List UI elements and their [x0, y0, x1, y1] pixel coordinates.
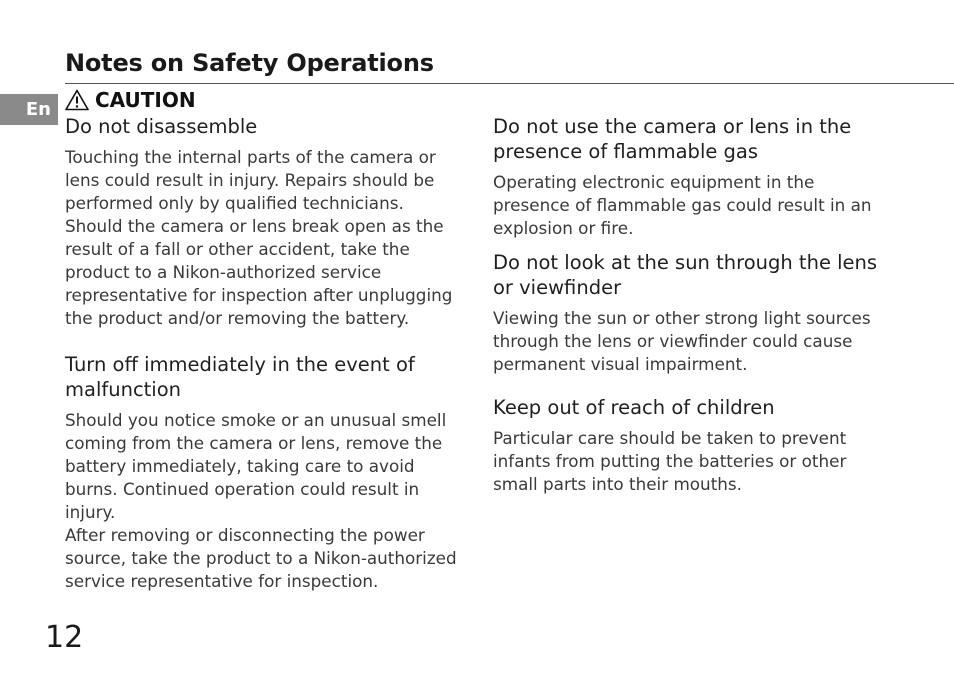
section-body: [493, 427, 891, 496]
section-heading: Do not disassemble: [65, 115, 258, 138]
section-body: [65, 146, 463, 330]
section-body: [65, 409, 463, 593]
section-paragraph: Should you notice smoke or an unusual smell coming from the camera or lens, remove the battery immediately, taking care to avoid burns. Continued operation could result in injury.: [65, 410, 447, 522]
section-turn-off-malfunction: [65, 352, 463, 593]
section-paragraph: Particular care should be taken to prevent infants from putting the batteries or other small parts into their mouths.: [493, 428, 847, 494]
right-column: [493, 114, 891, 496]
section-heading: Keep out of reach of children: [493, 396, 775, 419]
section-body: [493, 171, 891, 240]
caution-header: [65, 88, 196, 112]
section-body: [493, 307, 891, 376]
section-flammable-gas: [493, 114, 891, 240]
page-number: 12: [45, 620, 84, 655]
warning-triangle-icon: [65, 89, 89, 111]
page-title: Notes on Safety Operations: [65, 49, 434, 77]
section-paragraph: After removing or disconnecting the power source, take the product to a Nikon-authorized service representative for inspection.: [65, 525, 457, 591]
section-paragraph: Touching the internal parts of the camera or lens could result in injury. Repairs should be performed only by qualified technicians. Should the camera or lens break open as the result of a fall or other accident, take the product to a Nikon-authorized service representative for inspection after unplugging the product and/or removing the battery.: [65, 147, 453, 328]
title-divider: [65, 83, 954, 84]
section-heading: Do not look at the sun through the lens or viewfinder: [493, 251, 878, 299]
section-paragraph: Viewing the sun or other strong light sources through the lens or viewfinder could cause permanent visual impairment.: [493, 308, 871, 374]
section-heading: Do not use the camera or lens in the presence of flammable gas: [493, 115, 852, 163]
section-heading: Turn off immediately in the event of malfunction: [65, 353, 415, 401]
language-tab: En: [0, 94, 58, 125]
left-column: [65, 114, 463, 593]
section-do-not-disassemble: [65, 114, 463, 330]
caution-label: CAUTION: [95, 88, 196, 112]
section-paragraph: Operating electronic equipment in the presence of flammable gas could result in an explosion or fire.: [493, 172, 872, 238]
section-children: [493, 395, 891, 496]
section-sun-viewfinder: [493, 250, 891, 376]
